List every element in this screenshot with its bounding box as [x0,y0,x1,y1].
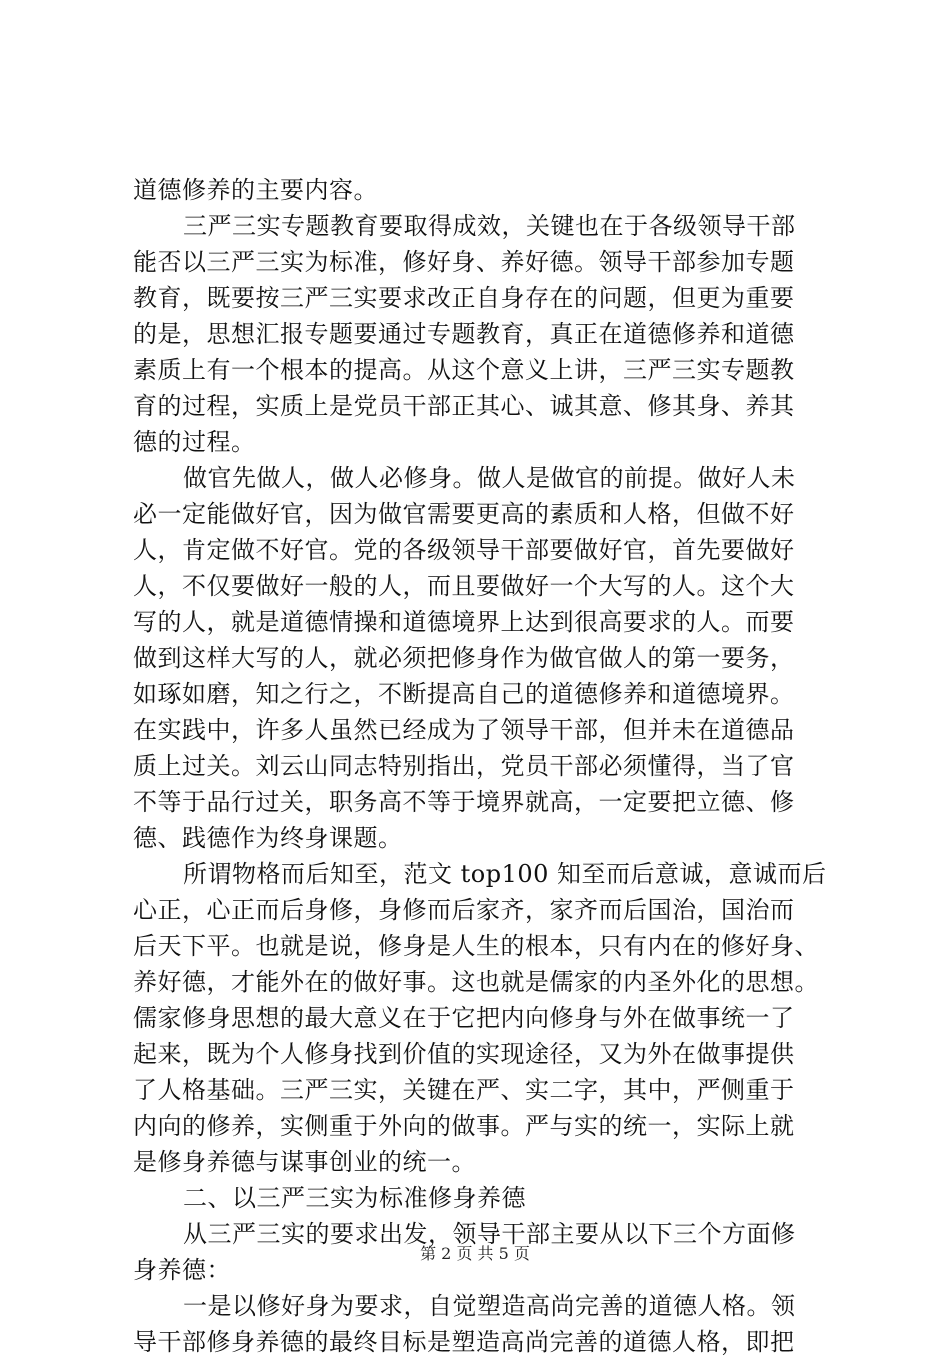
text-line: 儒家修身思想的最大意义在于它把内向修身与外在做事统一了 [133,1004,795,1032]
text-line: 导干部修身养德的最终目标是塑造高尚完善的道德人格，即把 [133,1328,795,1356]
text-line: 是修身养德与谋事创业的统一。 [133,1148,476,1176]
text-line: 能否以三严三实为标准，修好身、养好德。领导干部参加专题 [133,248,795,276]
text-line: 育的过程，实质上是党员干部正其心、诚其意、修其身、养其 [133,392,795,420]
text-line: 起来，既为个人修身找到价值的实现途径，又为外在做事提供 [133,1040,795,1068]
text-line: 内向的修养，实侧重于外向的做事。严与实的统一，实际上就 [133,1112,795,1140]
text-line: 养好德，才能外在的做好事。这也就是儒家的内圣外化的思想。 [133,968,819,996]
text-line: 素质上有一个根本的提高。从这个意义上讲，三严三实专题教 [133,356,795,384]
paragraph-start-line: 三严三实专题教育要取得成效，关键也在于各级领导干部 [183,212,796,240]
paragraph-start-line: 做官先做人，做人必修身。做人是做官的前提。做好人未 [183,464,796,492]
text-line: 后天下平。也就是说，修身是人生的根本，只有内在的修好身、 [133,932,819,960]
text-line: 的是，思想汇报专题要通过专题教育，真正在道德修养和道德 [133,320,795,348]
text-line: 人，不仅要做好一般的人，而且要做好一个大写的人。这个大 [133,572,795,600]
text-line: 了人格基础。三严三实，关键在严、实二字，其中，严侧重于 [133,1076,795,1104]
document-body [133,172,829,1360]
text-line: 做到这样大写的人，就必须把修身作为做官做人的第一要务， [133,644,795,672]
paragraph-start-line: 所谓物格而后知至，范文 top100 知至而后意诚，意诚而后 [183,860,827,888]
text-line: 写的人，就是道德情操和道德境界上达到很高要求的人。而要 [133,608,795,636]
text-line: 质上过关。刘云山同志特别指出，党员干部必须懂得，当了官 [133,752,795,780]
paragraph-start-line: 从三严三实的要求出发，领导干部主要从以下三个方面修 [183,1220,796,1248]
text-line: 在实践中，许多人虽然已经成为了领导干部，但并未在道德品 [133,716,795,744]
paragraph-start-line: 一是以修好身为要求，自觉塑造高尚完善的道德人格。领 [183,1292,796,1320]
text-line: 身养德： [133,1256,231,1284]
text-line: 心正，心正而后身修，身修而后家齐，家齐而后国治，国治而 [133,896,795,924]
section-heading: 二、以三严三实为标准修身养德 [183,1184,526,1212]
text-line: 必一定能做好官，因为做官需要更高的素质和人格，但做不好 [133,500,795,528]
page-number-footer: 第 2 页 共 5 页 [420,1244,530,1263]
text-line: 道德修养的主要内容。 [133,176,378,204]
text-line: 不等于品行过关，职务高不等于境界就高，一定要把立德、修 [133,788,795,816]
text-line: 德、践德作为终身课题。 [133,824,403,852]
text-line: 德的过程。 [133,428,256,456]
text-line: 如琢如磨，知之行之，不断提高自己的道德修养和道德境界。 [133,680,795,708]
text-line: 教育，既要按三严三实要求改正自身存在的问题，但更为重要 [133,284,795,312]
text-line: 人，肯定做不好官。党的各级领导干部要做好官，首先要做好 [133,536,795,564]
